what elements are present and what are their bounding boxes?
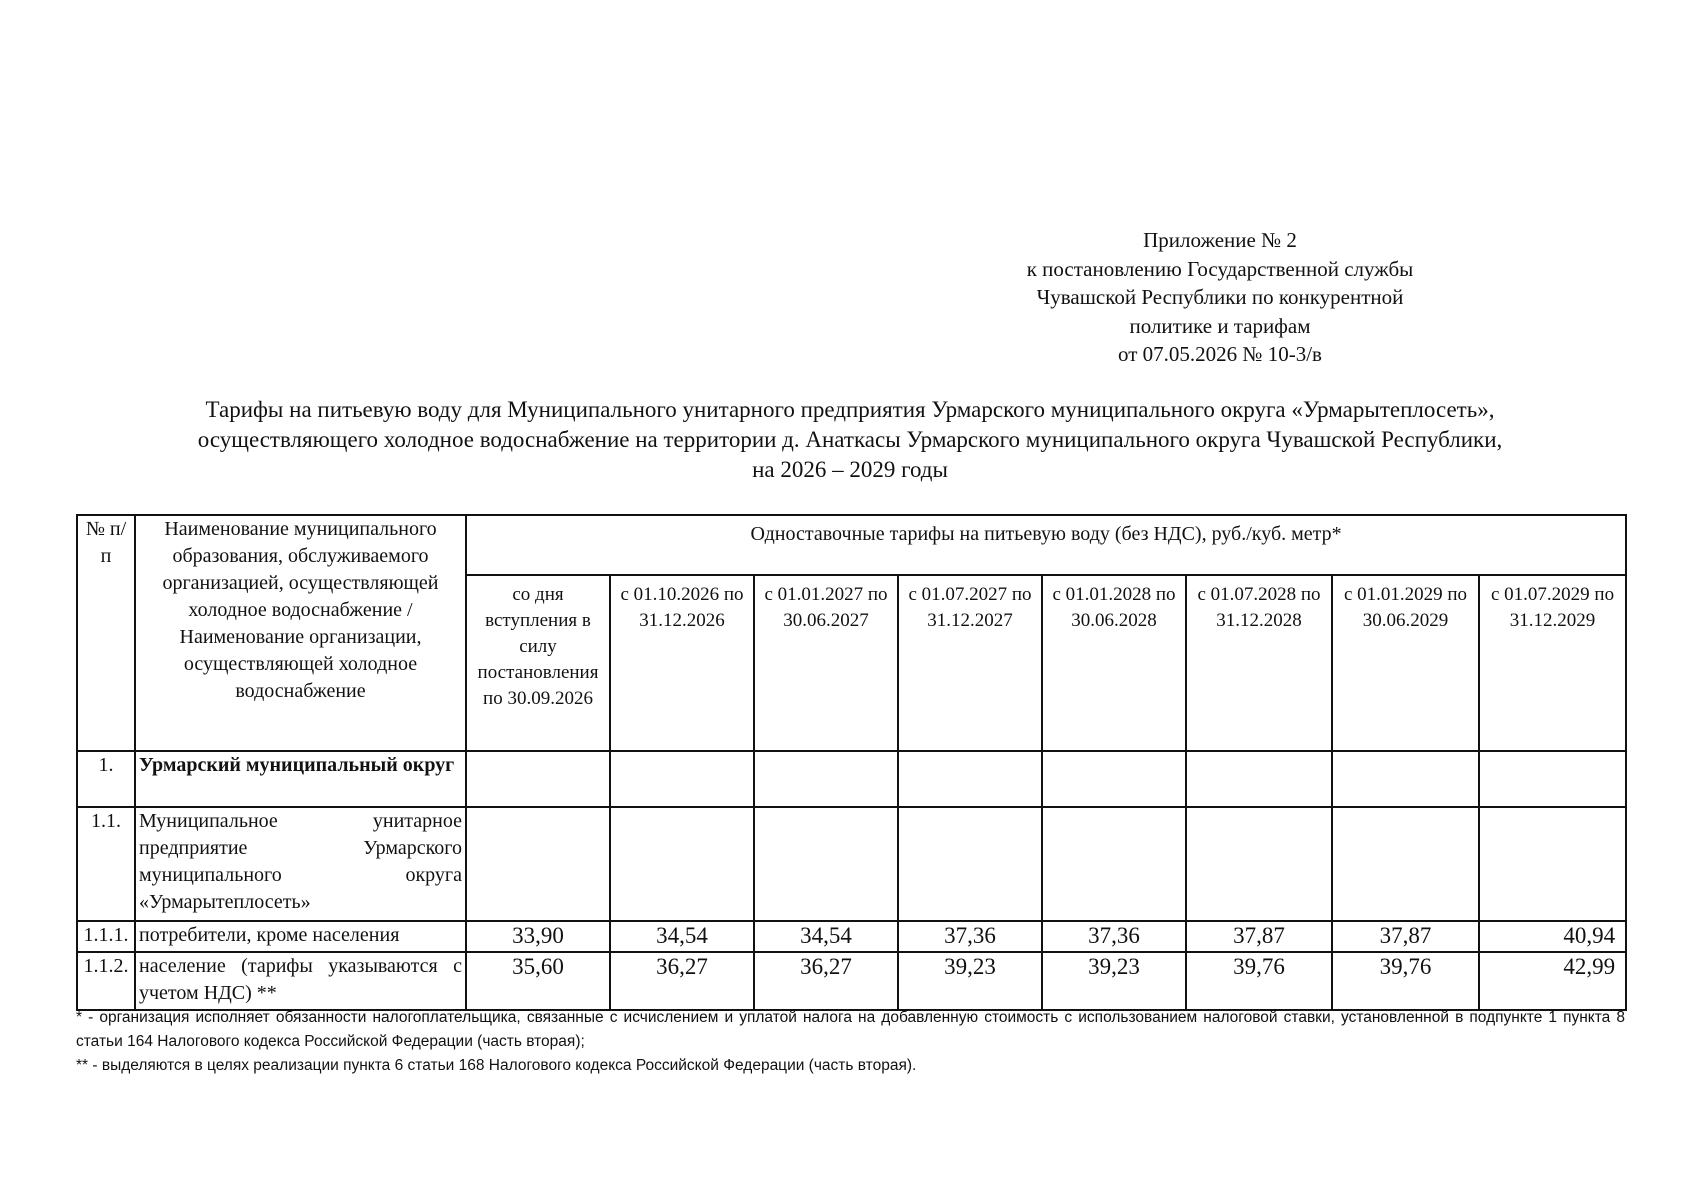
- footnote-1: * - организация исполняет обязанности налогоплательщика, связанные с исчислением и уплатой налога на добавленную стоимость с использованием налоговой ставки, установленной в подпункте 1 пункта 8 статьи 164 Налогового кодекса Российской Федерации (часть вторая);: [76, 1009, 1625, 1050]
- appendix-line-3: Чувашской Республики по конкурентной: [1036, 285, 1404, 309]
- appendix-block: [930, 226, 1510, 369]
- value-cell: 37,36: [898, 921, 1042, 952]
- value-cell: 39,23: [898, 952, 1042, 1010]
- title-line-3: на 2026 – 2029 годы: [752, 457, 948, 482]
- value-cell: 37,36: [1042, 921, 1186, 952]
- table-row: [77, 751, 1626, 807]
- period-2: с 01.01.2027 по 30.06.2027: [754, 575, 898, 751]
- table-row: [77, 807, 1626, 921]
- value-cell: 33,90: [466, 921, 610, 952]
- period-7: с 01.07.2029 по 31.12.2029: [1479, 575, 1626, 751]
- value-cell: [466, 807, 610, 921]
- header-name: Наименование муниципального образования, обслуживаемого организацией, осуществляющей холодное водоснабжение / Наименование организации, осуществляющей холодное водоснабжение: [135, 515, 466, 751]
- row-num: 1.: [77, 751, 135, 807]
- value-cell: [1479, 807, 1626, 921]
- value-cell: [898, 751, 1042, 807]
- value-cell: 34,54: [610, 921, 754, 952]
- value-cell: 35,60: [466, 952, 610, 1010]
- row-name: Урмарский муниципальный округ: [135, 751, 466, 807]
- table-row: [77, 952, 1626, 1010]
- value-cell: [754, 751, 898, 807]
- value-cell: [1042, 807, 1186, 921]
- value-cell: 36,27: [610, 952, 754, 1010]
- appendix-line-4: политике и тарифам: [1129, 313, 1311, 338]
- title-line-1: Тарифы на питьевую воду для Муниципального унитарного предприятия Урмарского муниципального округа «Урмарытеплосеть»,: [205, 397, 1495, 422]
- value-cell: [898, 807, 1042, 921]
- footnotes: [76, 1006, 1625, 1078]
- table-row: [77, 921, 1626, 952]
- header-row: [77, 515, 1626, 575]
- document-title: [60, 395, 1640, 485]
- period-1: с 01.10.2026 по 31.12.2026: [610, 575, 754, 751]
- row-name: население (тарифы указываются с учетом НДС) **: [135, 952, 466, 1010]
- period-5: с 01.07.2028 по 31.12.2028: [1186, 575, 1332, 751]
- value-cell: 36,27: [754, 952, 898, 1010]
- row-num: 1.1.2.: [77, 952, 135, 1010]
- value-cell: [754, 807, 898, 921]
- value-cell: [1479, 751, 1626, 807]
- appendix-line-2: к постановлению Государственной службы: [1026, 256, 1414, 281]
- header-tariffs: Одноставочные тарифы на питьевую воду (без НДС), руб./куб. метр*: [466, 515, 1626, 575]
- value-cell: [610, 751, 754, 807]
- title-line-2: осуществляющего холодное водоснабжение на территории д. Анаткасы Урмарского муниципального округа Чувашской Республики,: [197, 427, 1503, 452]
- header-num: № п/п: [77, 515, 135, 751]
- row-name: Муниципальное унитарное предприятие Урмарского муниципального округа «Урмарытеплосеть»: [135, 807, 466, 921]
- value-cell: [1332, 751, 1479, 807]
- value-cell: 37,87: [1332, 921, 1479, 952]
- value-cell: 39,76: [1332, 952, 1479, 1010]
- row-num: 1.1.1.: [77, 921, 135, 952]
- period-0: со дня вступления в силу постановления по 30.09.2026: [466, 575, 610, 751]
- value-cell: 37,87: [1186, 921, 1332, 952]
- value-cell: [1042, 751, 1186, 807]
- value-cell: [610, 807, 754, 921]
- value-cell: 34,54: [754, 921, 898, 952]
- row-num: 1.1.: [77, 807, 135, 921]
- value-cell: [1186, 807, 1332, 921]
- appendix-line-1: Приложение № 2: [1143, 228, 1297, 252]
- footnote-2: ** - выделяются в целях реализации пункта 6 статьи 168 Налогового кодекса Российской Федерации (часть вторая).: [76, 1057, 917, 1074]
- tariff-table: [76, 514, 1627, 1011]
- value-cell: 39,76: [1186, 952, 1332, 1010]
- period-4: с 01.01.2028 по 30.06.2028: [1042, 575, 1186, 751]
- value-cell: [1332, 807, 1479, 921]
- value-cell: 39,23: [1042, 952, 1186, 1010]
- value-cell: [1186, 751, 1332, 807]
- value-cell: 42,99: [1479, 952, 1626, 1010]
- value-cell: [466, 751, 610, 807]
- period-6: с 01.01.2029 по 30.06.2029: [1332, 575, 1479, 751]
- value-cell: 40,94: [1479, 921, 1626, 952]
- row-name: потребители, кроме населения: [135, 921, 466, 952]
- period-3: с 01.07.2027 по 31.12.2027: [898, 575, 1042, 751]
- appendix-line-5: от 07.05.2026 № 10-3/в: [1118, 342, 1322, 366]
